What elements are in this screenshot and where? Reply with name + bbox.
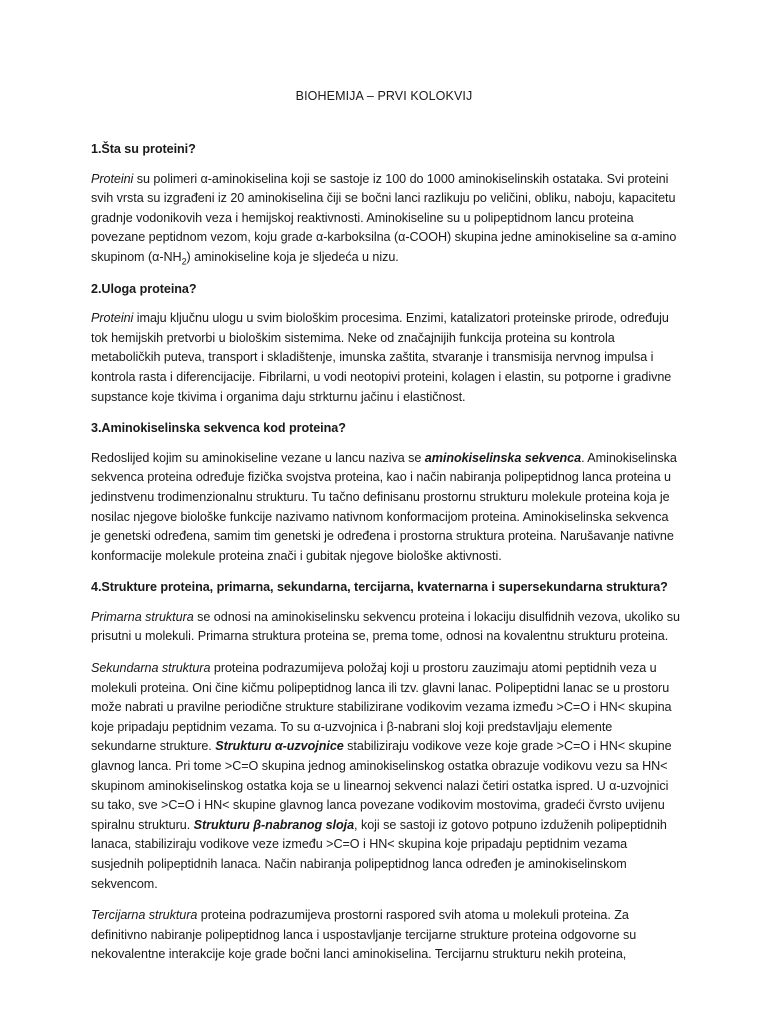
- emphasized-text: Tercijarna struktura: [91, 908, 198, 923]
- subscript-text: 2: [181, 256, 187, 267]
- emphasized-text: Proteini: [91, 311, 134, 326]
- paragraph-primary-structure: [91, 608, 681, 647]
- document-body: [91, 140, 681, 977]
- text-run: se odnosi na aminokiselinsku sekvencu proteina i lokaciju disulfidnih vezova, ukoliko su prisutni u molekuli. Primarna struktura proteina se, prema tome, odnosi na kovalentnu strukturu proteina.: [91, 609, 680, 644]
- text-run: su polimeri α-aminokiselina koji se sastoje iz 100 do 1000 aminokiselinskih ostataka. Svi proteini svih vrsta su izgrađeni iz 20 aminokiselina čiji se bočni lanci razlikuju po veličini, obliku, naboju, kapacitetu gradnje vodonikovih veza i hemijskoj reaktivnosti. Aminokiseline su u polipeptidnom lancu proteina povezane peptidnom vezom, koju grade α-karboksilna (α-COOH) skupina jedne aminokiseline sa α-amino skupinom (α-NH: [91, 171, 677, 264]
- text-run: ) aminokiseline koja je sljedeća u nizu.: [186, 249, 399, 264]
- text-run: Redoslijed kojim su aminokiseline vezane u lancu naziva se: [91, 450, 425, 465]
- text-run: stabiliziraju vodikove veze koje grade >C=O i HN< skupine glavnog lanca. Pri tome >C=O skupina jednog aminokiselinskog ostatka obrazuje vodikovu vezu sa HN< skupinom aminokiselinskog ostatka koja se u linearnoj sekvenci nalazi četiri ostatka ispred. U α-uzvojnici su tako, sve >C=O i HN< skupine glavnog lanca povezane vodikovim mostovima, gradeći čvrsto uvijenu spiralnu strukturu.: [91, 739, 672, 832]
- emphasized-text: Strukturu β-nabranog sloja: [193, 817, 355, 832]
- paragraph-2: [91, 309, 681, 407]
- emphasized-text: Primarna struktura: [91, 609, 194, 624]
- emphasized-text: Proteini: [91, 171, 134, 186]
- paragraph-tertiary-structure: [91, 906, 681, 965]
- emphasized-text: Sekundarna struktura: [91, 661, 211, 676]
- text-run: proteina podrazumijeva prostorni raspored svih atoma u molekuli proteina. Za definitivno nabiranje polipeptidnog lanca i uspostavljanje tercijarne strukture proteina odgovorne su nekovalentne interakcije koje grade bočni lanci aminokiselina. Tercijarnu strukturu nekih proteina,: [91, 908, 637, 962]
- paragraph-3: [91, 449, 681, 567]
- text-run: . Aminokiselinska sekvenca proteina određuje fizička svojstva proteina, kao i način nabiranja polipeptidnog lanca proteina u jedinstvenu trodimenzionalnu strukturu. Tu tačno definisanu prostornu strukturu molekule proteina koja je nosilac njegove biološke funkcije nazivamo nativnom konformacijom proteina. Aminokiselinska sekvenca je genetski određena, samim tim genetski je određena i prostorna struktura proteina. Narušavanje nativne konformacije molekule proteina znači i gubitak njegove biološke aktivnosti.: [91, 450, 677, 563]
- question-heading-2: 2.Uloga proteina?: [91, 281, 197, 296]
- question-heading-4: 4.Strukture proteina, primarna, sekundarna, tercijarna, kvaternarna i supersekundarna struktura?: [91, 580, 668, 595]
- text-run: , koji se sastoji iz gotovo potpuno izduženih polipeptidnih lanaca, stabiliziraju vodikove veze između >C=O i HN< skupina koje pripadaju peptidnim vezama susjednih polipeptidnih lanaca. Način nabiranja polipeptidnog lanca određen je aminokiselinskom sekvencom.: [91, 817, 667, 891]
- paragraph-secondary-structure: [91, 659, 681, 894]
- text-run: imaju ključnu ulogu u svim biološkim procesima. Enzimi, katalizatori proteinske prirode, određuju tok hemijskih pretvorbi u biološkim sistemima. Neke od značajnijih funkcija proteina su kontrola metaboličkih puteva, transport i skladištenje, imunska zaštita, stvaranje i transmisija nervnog impulsa i kontrola rasta i diferencijacije. Fibrilarni, u vodi neotopivi proteini, kolagen i elastin, su potporne i gradivne supstance koje tkivima i organima daju strkturnu jačinu i elastičnost.: [91, 311, 672, 404]
- question-heading-3: 3.Aminokiselinska sekvenca kod proteina?: [91, 421, 346, 436]
- paragraph-1: [91, 170, 681, 268]
- emphasized-text: Strukturu α-uzvojnice: [215, 739, 344, 754]
- text-run: proteina podrazumijeva položaj koji u prostoru zauzimaju atomi peptidnih veza u molekuli proteina. Oni čine kičmu polipeptidnog lanca ili tzv. glavni lanac. Polipeptidni lanac se u prostoru može nabrati u pravilne periodične strukture stabilizirane vodikovim vezama između >C=O i HN< skupina koje pripadaju peptidnim vezama. To su α-uzvojnica i β-nabrani sloj koji predstavljaju elemente sekundarne strukture.: [91, 661, 672, 754]
- emphasized-text: aminokiselinska sekvenca: [424, 450, 582, 465]
- document-title: BIOHEMIJA – PRVI KOLOKVIJ: [295, 89, 473, 103]
- question-heading-1: 1.Šta su proteini?: [91, 142, 196, 156]
